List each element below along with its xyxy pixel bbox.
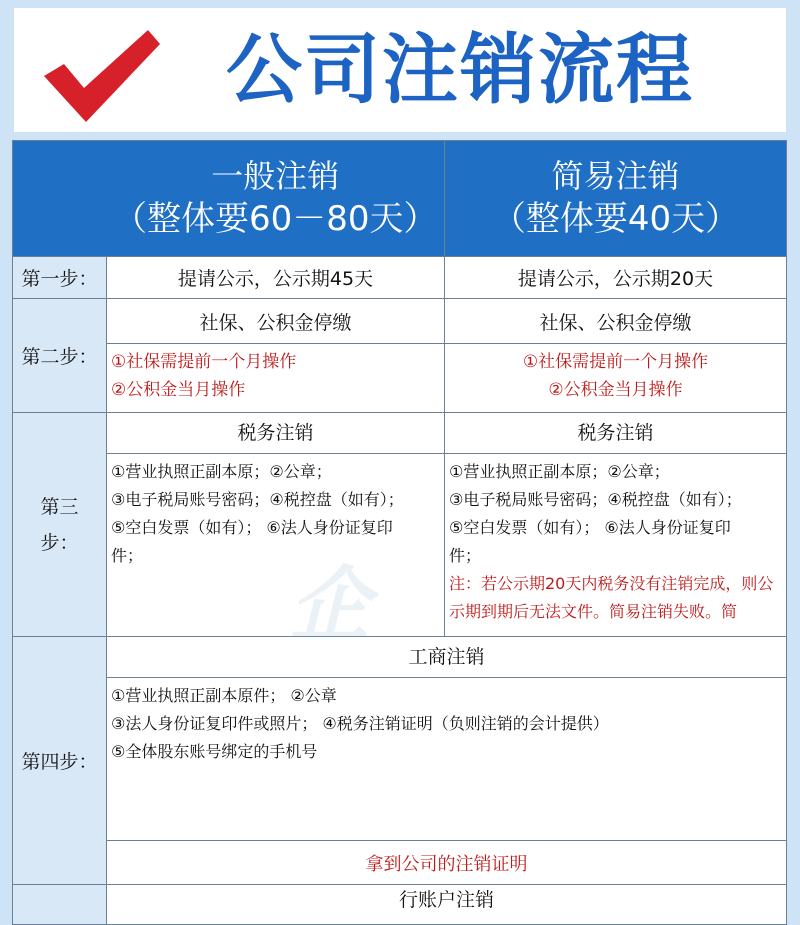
step3-label-line2: 步： <box>40 531 79 554</box>
step3-label-line1: 第三 <box>40 495 79 518</box>
step3-general <box>107 413 445 637</box>
next-step-label <box>13 885 107 925</box>
step3-simple-body <box>445 454 786 630</box>
step4-result: 拿到公司的注销证明 <box>107 841 787 885</box>
step3-simple-line-4: 件； <box>449 546 482 565</box>
general-header-title: 一般注销 <box>211 156 340 195</box>
step2-simple <box>445 299 787 413</box>
simple-header-duration: （整体要40天） <box>491 198 740 239</box>
step4-label: 第四步： <box>13 637 107 885</box>
step3-general-line-1: ①营业执照正副本原；②公章； <box>111 462 332 481</box>
step2-simple-note-2: ②公积金当月操作 <box>548 380 683 400</box>
step3-simple-note: 注：若公示期20天内税务没有注销完成，则公示期到期后无法文件。简易注销失败。简 <box>449 574 774 621</box>
step2-general <box>107 299 445 413</box>
step4-line-1: ①营业执照正副本原件； ②公章 <box>111 686 337 705</box>
step4-line-2: ③法人身份证复印件或照片； ④税务注销证明（负则注销的会计提供） <box>111 714 609 733</box>
process-table <box>12 140 787 925</box>
general-header <box>107 141 445 257</box>
step3-label <box>13 413 107 637</box>
step3-simple-line-3: ⑤空白发票（如有）； ⑥法人身份证复印 <box>449 518 731 537</box>
step1-simple: 提请公示，公示期20天 <box>445 257 787 299</box>
step3-general-line-4: 件； <box>111 546 144 565</box>
step2-general-title: 社保、公积金停缴 <box>107 303 444 344</box>
step2-simple-note-1: ①社保需提前一个月操作 <box>522 352 709 372</box>
step2-general-note-1: ①社保需提前一个月操作 <box>111 352 297 372</box>
step3-simple <box>445 413 787 637</box>
step2-simple-title: 社保、公积金停缴 <box>445 303 786 344</box>
step3-simple-line-2: ③电子税局账号密码；④税控盘（如有）； <box>449 490 742 509</box>
step3-general-line-3: ⑤空白发票（如有）； ⑥法人身份证复印 <box>111 518 393 537</box>
next-step-title: 行账户注销 <box>107 885 787 925</box>
page-title: 公司注销流程 <box>226 25 694 114</box>
step4-line-3: ⑤全体股东账号绑定的手机号 <box>111 742 318 761</box>
step4-content <box>107 637 787 841</box>
general-header-duration: （整体要60－80天） <box>112 198 438 239</box>
step3-simple-line-1: ①营业执照正副本原；②公章； <box>449 462 670 481</box>
step3-general-body <box>107 454 444 574</box>
step4-title: 工商注销 <box>107 637 786 678</box>
step2-label: 第二步： <box>13 299 107 413</box>
step1-general: 提请公示，公示期45天 <box>107 257 445 299</box>
simple-header <box>445 141 787 257</box>
step3-general-title: 税务注销 <box>107 413 444 454</box>
step4-body <box>107 678 786 770</box>
step3-simple-title: 税务注销 <box>445 413 786 454</box>
simple-header-title: 简易注销 <box>551 156 680 195</box>
step3-general-line-2: ③电子税局账号密码；④税控盘（如有）； <box>111 490 404 509</box>
step2-general-notes <box>107 344 444 408</box>
step2-general-note-2: ②公积金当月操作 <box>111 380 246 400</box>
step2-simple-notes <box>445 344 786 408</box>
header-spacer <box>13 141 107 257</box>
check-mark-icon <box>40 24 164 128</box>
step1-label: 第一步： <box>13 257 107 299</box>
